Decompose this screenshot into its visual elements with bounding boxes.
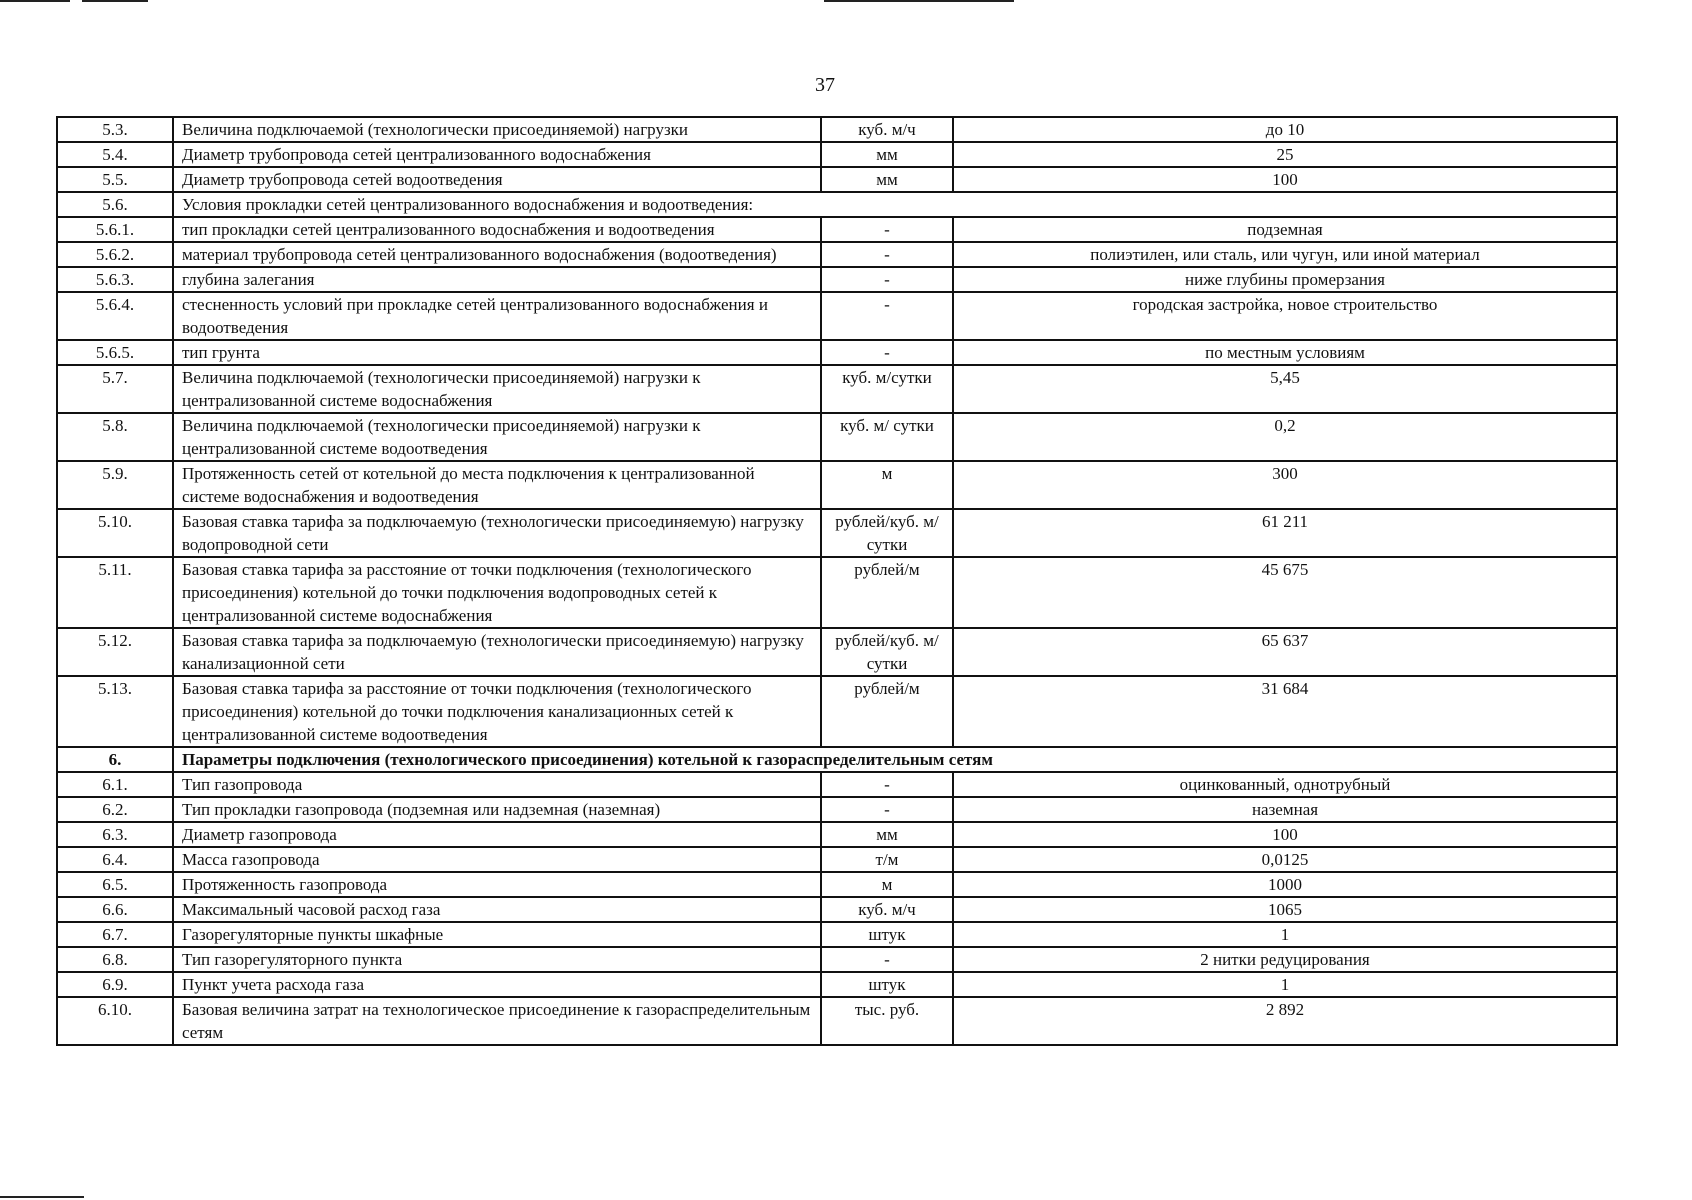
parameter-value: 100 (953, 822, 1617, 847)
parameter-value: подземная (953, 217, 1617, 242)
table-row (57, 676, 1617, 747)
row-number: 5.5. (57, 167, 173, 192)
parameter-value: ниже глубины промерзания (953, 267, 1617, 292)
row-number: 5.10. (57, 509, 173, 557)
unit-of-measure: - (821, 797, 953, 822)
row-number: 6.10. (57, 997, 173, 1045)
section-heading: Условия прокладки сетей централизованного водоснабжения и водоотведения: (173, 192, 1617, 217)
unit-of-measure: штук (821, 972, 953, 997)
parameter-value: 31 684 (953, 676, 1617, 747)
parameter-value: 1 (953, 922, 1617, 947)
table-row (57, 117, 1617, 142)
parameter-description: Базовая ставка тарифа за подключаемую (технологически присоединяемую) нагрузку канализационной сети (173, 628, 821, 676)
parameter-description: Максимальный часовой расход газа (173, 897, 821, 922)
parameter-value: 1065 (953, 897, 1617, 922)
unit-of-measure: - (821, 217, 953, 242)
parameters-table (56, 116, 1618, 1046)
table-row (57, 242, 1617, 267)
row-number: 5.6.4. (57, 292, 173, 340)
unit-of-measure: мм (821, 142, 953, 167)
table-row (57, 267, 1617, 292)
table-row (57, 797, 1617, 822)
parameter-value: 0,2 (953, 413, 1617, 461)
parameter-description: глубина залегания (173, 267, 821, 292)
unit-of-measure: куб. м/ч (821, 117, 953, 142)
table-row (57, 413, 1617, 461)
table-row (57, 628, 1617, 676)
table-row (57, 192, 1617, 217)
table-row (57, 847, 1617, 872)
table-row (57, 142, 1617, 167)
unit-of-measure: куб. м/ сутки (821, 413, 953, 461)
parameter-description: Диаметр газопровода (173, 822, 821, 847)
parameter-value: до 10 (953, 117, 1617, 142)
table-row (57, 557, 1617, 628)
table-row (57, 897, 1617, 922)
parameter-description: Диаметр трубопровода сетей водоотведения (173, 167, 821, 192)
parameter-value: 300 (953, 461, 1617, 509)
row-number: 6.3. (57, 822, 173, 847)
unit-of-measure: - (821, 242, 953, 267)
parameter-description: стесненность условий при прокладке сетей централизованного водоснабжения и водоотведения (173, 292, 821, 340)
row-number: 5.6.1. (57, 217, 173, 242)
unit-of-measure: тыс. руб. (821, 997, 953, 1045)
parameter-description: Базовая ставка тарифа за подключаемую (технологически присоединяемую) нагрузку водопроводной сети (173, 509, 821, 557)
unit-of-measure: т/м (821, 847, 953, 872)
parameter-description: Диаметр трубопровода сетей централизованного водоснабжения (173, 142, 821, 167)
unit-of-measure: - (821, 292, 953, 340)
row-number: 6.8. (57, 947, 173, 972)
parameter-value: 61 211 (953, 509, 1617, 557)
row-number: 5.6.5. (57, 340, 173, 365)
table-row (57, 947, 1617, 972)
unit-of-measure: м (821, 872, 953, 897)
unit-of-measure: рублей/куб. м/сутки (821, 509, 953, 557)
row-number: 5.6. (57, 192, 173, 217)
table-row (57, 292, 1617, 340)
parameter-value: 2 892 (953, 997, 1617, 1045)
parameter-value: по местным условиям (953, 340, 1617, 365)
parameter-value: 65 637 (953, 628, 1617, 676)
scan-artifact-top-left-short (82, 0, 148, 2)
parameter-description: Базовая величина затрат на технологическое присоединение к газораспределительным сетям (173, 997, 821, 1045)
parameter-description: тип грунта (173, 340, 821, 365)
row-number: 6.6. (57, 897, 173, 922)
row-number: 6.7. (57, 922, 173, 947)
row-number: 5.7. (57, 365, 173, 413)
unit-of-measure: рублей/м (821, 557, 953, 628)
scan-artifact-bottom-left (0, 1196, 84, 1198)
row-number: 6.4. (57, 847, 173, 872)
row-number: 5.11. (57, 557, 173, 628)
table-row (57, 972, 1617, 997)
unit-of-measure: куб. м/ч (821, 897, 953, 922)
parameter-value: 45 675 (953, 557, 1617, 628)
table-row (57, 997, 1617, 1045)
table-row (57, 461, 1617, 509)
parameter-description: Тип газопровода (173, 772, 821, 797)
table-row (57, 167, 1617, 192)
row-number: 5.3. (57, 117, 173, 142)
unit-of-measure: штук (821, 922, 953, 947)
parameter-description: Пункт учета расхода газа (173, 972, 821, 997)
unit-of-measure: рублей/м (821, 676, 953, 747)
row-number: 5.6.3. (57, 267, 173, 292)
row-number: 5.8. (57, 413, 173, 461)
parameter-value: 1000 (953, 872, 1617, 897)
row-number: 5.4. (57, 142, 173, 167)
parameter-value: 2 нитки редуцирования (953, 947, 1617, 972)
section-heading: Параметры подключения (технологического присоединения) котельной к газораспределительным сетям (173, 747, 1617, 772)
unit-of-measure: рублей/куб. м/сутки (821, 628, 953, 676)
parameter-description: Протяженность газопровода (173, 872, 821, 897)
parameter-value: городская застройка, новое строительство (953, 292, 1617, 340)
row-number: 6.2. (57, 797, 173, 822)
table-row (57, 365, 1617, 413)
unit-of-measure: куб. м/сутки (821, 365, 953, 413)
parameter-value: 5,45 (953, 365, 1617, 413)
table-row (57, 340, 1617, 365)
unit-of-measure: мм (821, 167, 953, 192)
parameter-value: 0,0125 (953, 847, 1617, 872)
parameter-description: Масса газопровода (173, 847, 821, 872)
row-number: 5.9. (57, 461, 173, 509)
parameter-description: Базовая ставка тарифа за расстояние от точки подключения (технологического присоединения) котельной до точки подключения водопроводных сетей к централизованной системе водоснабжения (173, 557, 821, 628)
table-row (57, 772, 1617, 797)
row-number: 6.9. (57, 972, 173, 997)
parameter-value: 100 (953, 167, 1617, 192)
parameter-value: оцинкованный, однотрубный (953, 772, 1617, 797)
row-number: 5.12. (57, 628, 173, 676)
parameter-value: 1 (953, 972, 1617, 997)
page-number: 37 (815, 74, 835, 96)
parameter-description: тип прокладки сетей централизованного водоснабжения и водоотведения (173, 217, 821, 242)
row-number: 5.6.2. (57, 242, 173, 267)
unit-of-measure: - (821, 947, 953, 972)
table-row (57, 217, 1617, 242)
scan-artifact-top-left (0, 0, 70, 2)
row-number: 6. (57, 747, 173, 772)
parameter-description: материал трубопровода сетей централизованного водоснабжения (водоотведения) (173, 242, 821, 267)
table-row (57, 872, 1617, 897)
unit-of-measure: м (821, 461, 953, 509)
unit-of-measure: - (821, 772, 953, 797)
parameters-table-body (57, 117, 1617, 1045)
table-row (57, 922, 1617, 947)
parameter-description: Базовая ставка тарифа за расстояние от точки подключения (технологического присоединения) котельной до точки подключения канализационных сетей к централизованной системе водоотведения (173, 676, 821, 747)
parameter-value: полиэтилен, или сталь, или чугун, или иной материал (953, 242, 1617, 267)
table-row (57, 509, 1617, 557)
parameter-description: Тип прокладки газопровода (подземная или надземная (наземная) (173, 797, 821, 822)
unit-of-measure: - (821, 340, 953, 365)
parameter-description: Величина подключаемой (технологически присоединяемой) нагрузки к централизованной системе водоотведения (173, 413, 821, 461)
row-number: 5.13. (57, 676, 173, 747)
parameter-description: Газорегуляторные пункты шкафные (173, 922, 821, 947)
unit-of-measure: - (821, 267, 953, 292)
parameter-value: наземная (953, 797, 1617, 822)
parameter-description: Величина подключаемой (технологически присоединяемой) нагрузки к централизованной системе водоснабжения (173, 365, 821, 413)
unit-of-measure: мм (821, 822, 953, 847)
parameter-description: Протяженность сетей от котельной до места подключения к централизованной системе водоснабжения и водоотведения (173, 461, 821, 509)
parameter-description: Величина подключаемой (технологически присоединяемой) нагрузки (173, 117, 821, 142)
table-row (57, 822, 1617, 847)
parameter-description: Тип газорегуляторного пункта (173, 947, 821, 972)
row-number: 6.5. (57, 872, 173, 897)
table-row (57, 747, 1617, 772)
row-number: 6.1. (57, 772, 173, 797)
parameter-value: 25 (953, 142, 1617, 167)
scan-artifact-top-center (824, 0, 1014, 2)
